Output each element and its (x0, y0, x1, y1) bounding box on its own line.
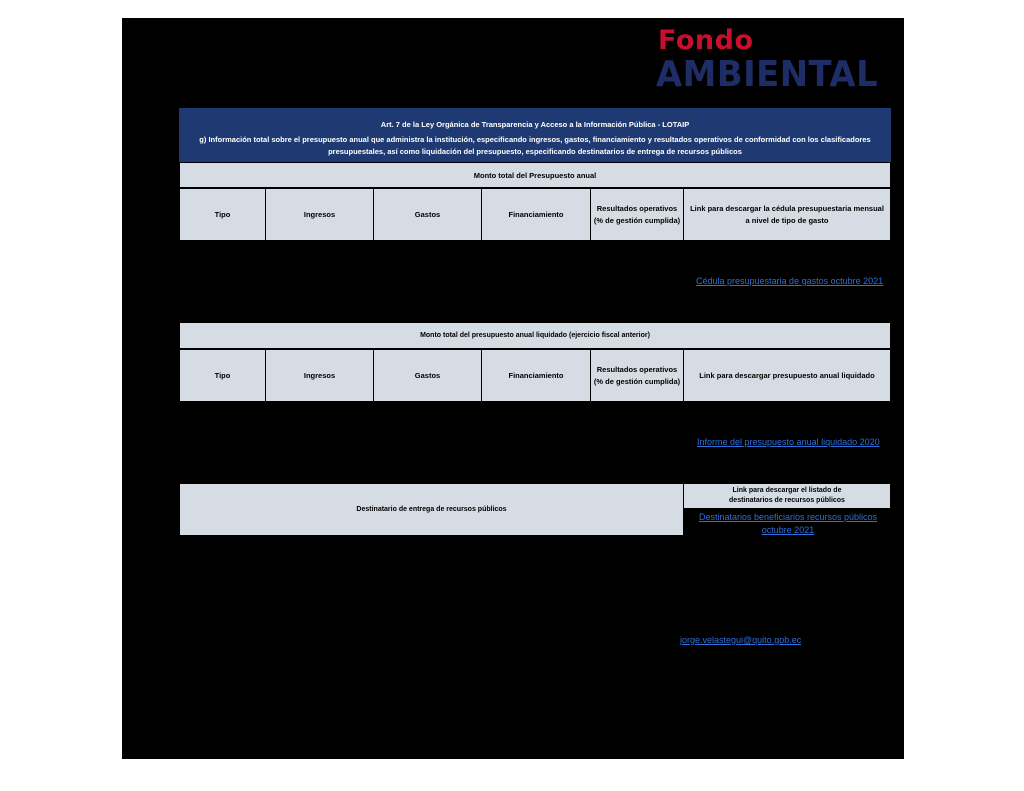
table2-col-resultados: Resultados operativos (% de gestión cumplida) (590, 349, 684, 402)
table1-col-financiamiento: Financiamiento (481, 188, 591, 241)
destinatarios-link[interactable]: Destinatarios beneficiarios recursos públicos octubre 2021 (698, 512, 878, 535)
recipients-link-header: Link para descargar el listado de destinatarios de recursos públicos (683, 483, 891, 509)
logo-ambiental-text: AMBIENTAL (656, 54, 879, 95)
recipient-label-cell: Destinatario de entrega de recursos públicos (179, 483, 684, 536)
header-description: g) Información total sobre el presupuesto anual que administra la institución, especificando ingresos, gastos, financiamiento y resultados operativos de conformidad con los clasificadores presupuestales, así como liquidación del presupuesto, especificando destinatarios de entrega de recursos públicos (199, 135, 871, 156)
lotaip-header (179, 108, 891, 162)
table2-col-tipo: Tipo (179, 349, 266, 402)
table2-col-gastos: Gastos (373, 349, 482, 402)
table2-col-link: Link para descargar presupuesto anual liquidado (683, 349, 891, 402)
presupuesto-liquidado-link[interactable]: Informe del presupuesto anual liquidado 2020 (697, 437, 880, 447)
table1-col-link: Link para descargar la cédula presupuestaria mensual a nivel de tipo de gasto (683, 188, 891, 241)
logo-fondo-text: Fondo (658, 25, 754, 56)
cedula-presupuestaria-link[interactable]: Cédula presupuestaria de gastos octubre 2021 (696, 276, 884, 286)
table1-col-gastos: Gastos (373, 188, 482, 241)
table1-col-tipo: Tipo (179, 188, 266, 241)
table1-col-ingresos: Ingresos (265, 188, 374, 241)
table2-col-financiamiento: Financiamiento (481, 349, 591, 402)
table2-title: Monto total del presupuesto anual liquidado (ejercicio fiscal anterior) (179, 322, 891, 349)
contact-email-link[interactable]: jorge.velastegui@quito.gob.ec (680, 635, 802, 645)
table2-col-ingresos: Ingresos (265, 349, 374, 402)
header-title: Art. 7 de la Ley Orgánica de Transparencia y Acceso a la Información Pública - LOTAIP (380, 120, 690, 129)
table1-title: Monto total del Presupuesto anual (179, 162, 891, 188)
table1-col-resultados: Resultados operativos (% de gestión cumplida) (590, 188, 684, 241)
